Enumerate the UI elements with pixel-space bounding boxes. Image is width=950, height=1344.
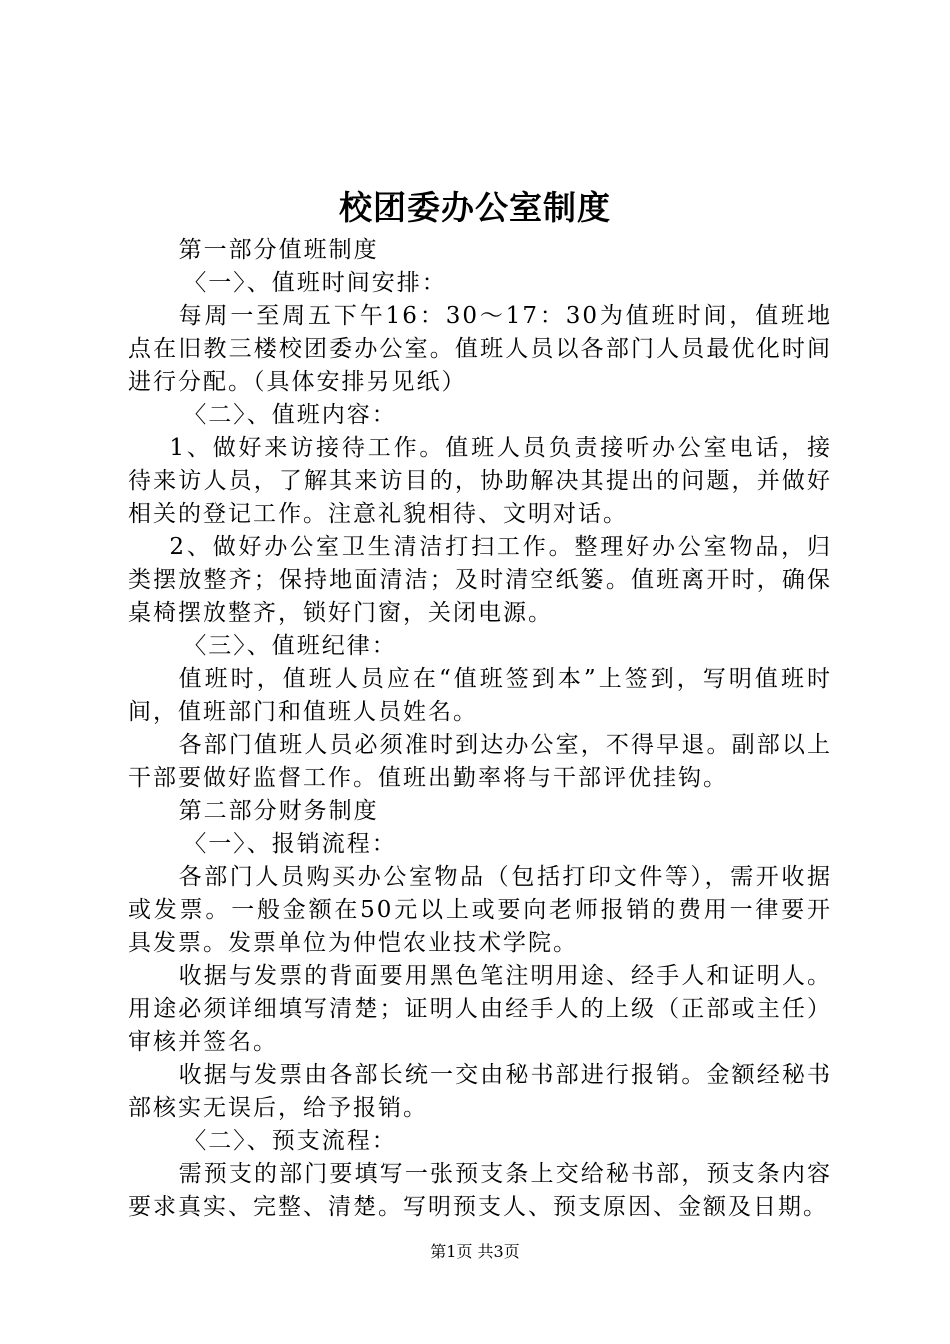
subsection-heading: 〈三〉、值班纪律： — [183, 633, 397, 659]
paragraph: 每周一至周五下午16：30～17：30为值班时间，值班地点在旧教三楼校团委办公室。值班人员以各部门人员最优化时间进行分配。（具体安排另见纸） — [128, 303, 832, 395]
numbered-item: 2、做好办公室卫生清洁打扫工作。整理好办公室物品，归类摆放整齐；保持地面清洁；及时清空纸篓。值班离开时，确保桌椅摆放整齐，锁好门窗，关闭电源。 — [128, 534, 832, 626]
numbered-item: 1、做好来访接待工作。值班人员负责接听办公室电话，接待来访人员，了解其来访目的，协助解决其提出的问题，并做好相关的登记工作。注意礼貌相待、文明对话。 — [128, 435, 832, 527]
subsection-heading: 〈一〉、报销流程： — [183, 831, 397, 857]
section-heading: 第一部分值班制度 — [178, 237, 379, 263]
paragraph: 收据与发票由各部长统一交由秘书部进行报销。金额经秘书部核实无误后，给予报销。 — [128, 1062, 832, 1121]
paragraph: 需预支的部门要填写一张预支条上交给秘书部，预支条内容要求真实、完整、清楚。写明预支人、预支原因、金额及日期。 — [128, 1161, 832, 1220]
paragraph: 值班时，值班人员应在“值班签到本”上签到，写明值班时间，值班部门和值班人员姓名。 — [128, 666, 832, 725]
subsection-heading: 〈一〉、值班时间安排： — [183, 270, 447, 296]
subsection-heading: 〈二〉、值班内容： — [183, 402, 397, 428]
paragraph: 各部门人员购买办公室物品（包括打印文件等），需开收据或发票。一般金额在50元以上或要向老师报销的费用一律要开具发票。发票单位为仲恺农业技术学院。 — [128, 864, 832, 956]
document-body — [128, 234, 832, 1224]
paragraph: 收据与发票的背面要用黑色笔注明用途、经手人和证明人。用途必须详细填写清楚；证明人由经手人的上级（正部或主任）审核并签名。 — [128, 963, 832, 1055]
section-heading: 第二部分财务制度 — [178, 798, 379, 824]
paragraph: 各部门值班人员必须准时到达办公室，不得早退。副部以上干部要做好监督工作。值班出勤率将与干部评优挂钩。 — [128, 732, 832, 791]
document-title: 校团委办公室制度 — [339, 188, 611, 227]
subsection-heading: 〈二〉、预支流程： — [183, 1128, 397, 1154]
page-number-footer: 第1页 共3页 — [430, 1242, 520, 1261]
